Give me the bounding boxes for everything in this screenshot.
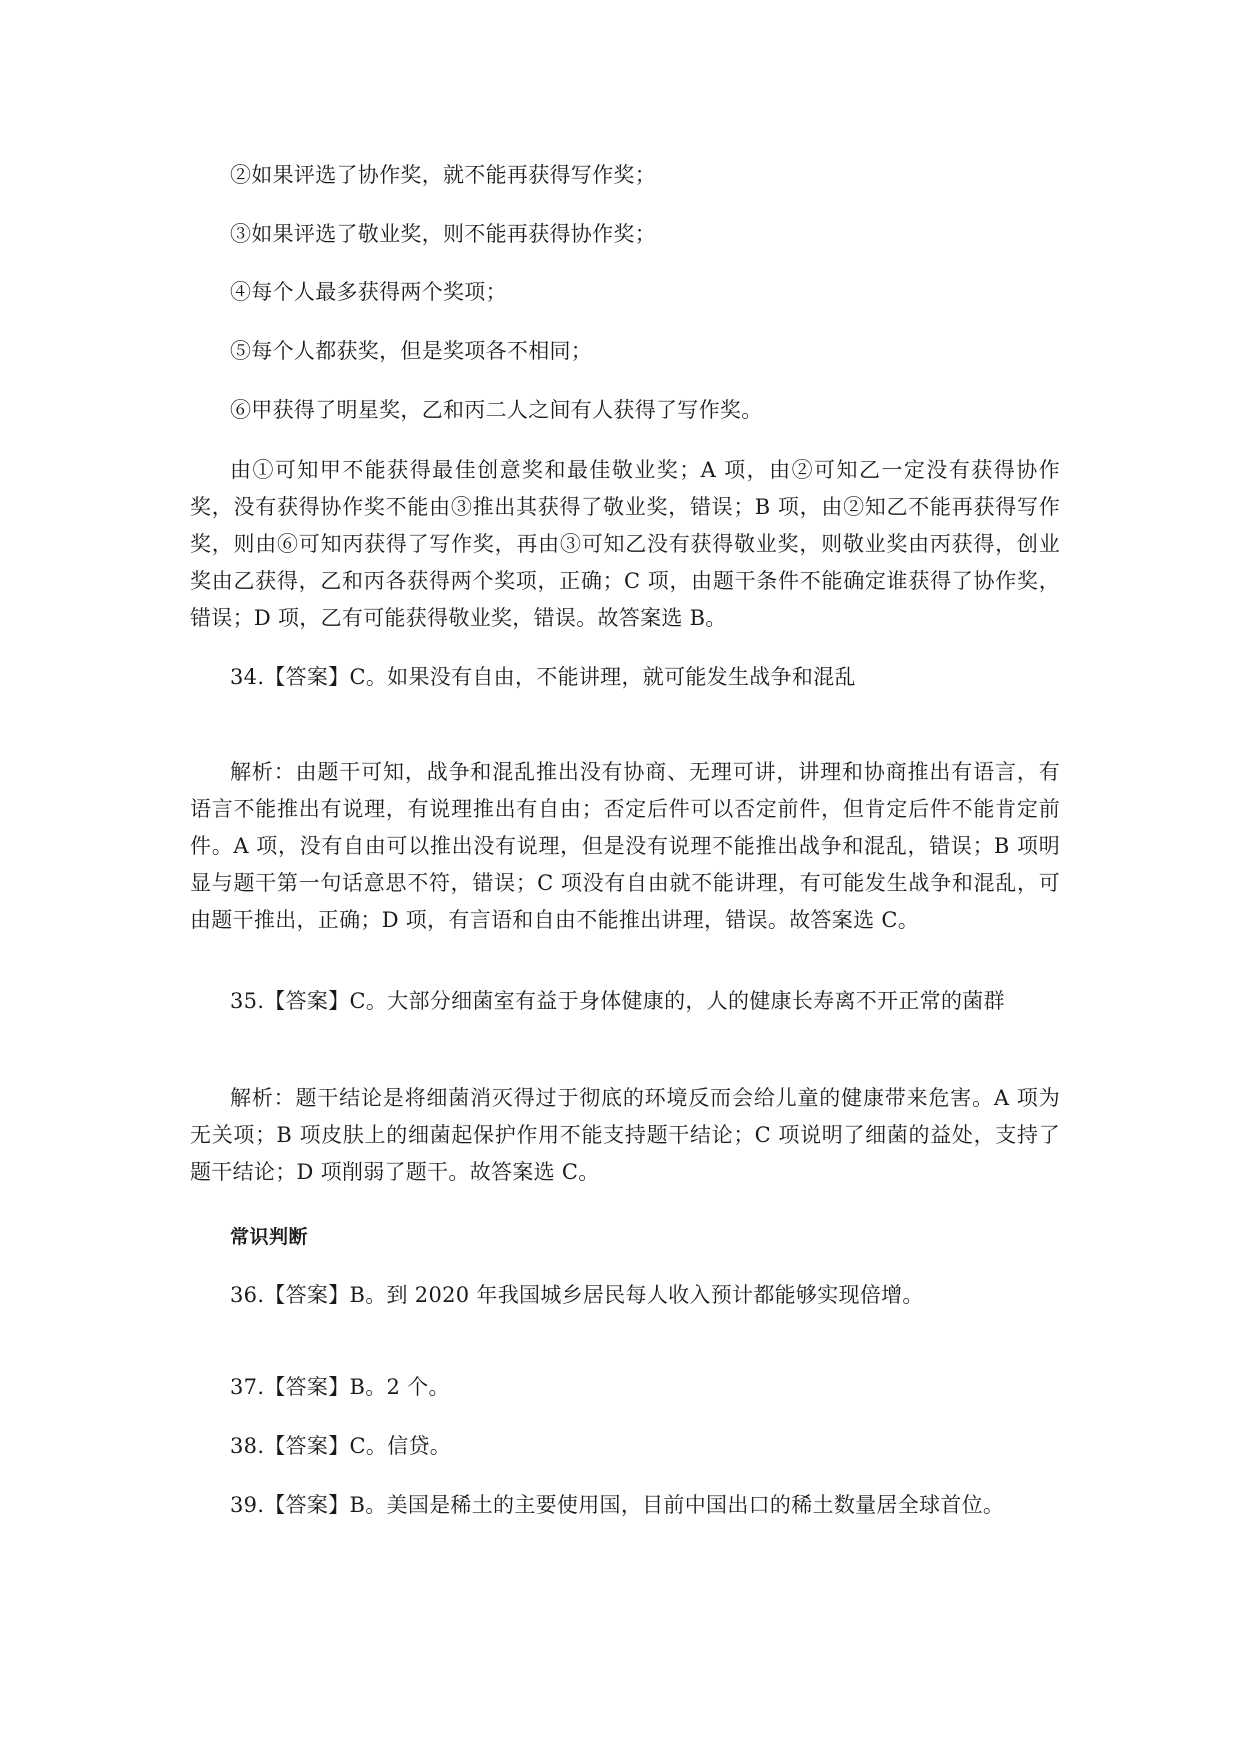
q39-answer: 39.【答案】B。美国是稀土的主要使用国，目前中国出口的稀土数量居全球首位。 [230, 1493, 1005, 1517]
q36-answer: 36.【答案】B。到 2020 年我国城乡居民每人收入预计都能够实现倍增。 [230, 1283, 924, 1307]
q35-analysis: 解析：题干结论是将细菌消灭得过于彻底的环境反而会给儿童的健康带来危害。A 项为无关项；B 项皮肤上的细菌起保护作用不能支持题干结论；C 项说明了细菌的益处，支持了题干结论；D 项削弱了题干。故答案选 C。 [190, 1086, 1060, 1184]
condition-2: ②如果评选了协作奖，就不能再获得写作奖； [230, 163, 656, 187]
q33-analysis: 由①可知甲不能获得最佳创意奖和最佳敬业奖；A 项，由②可知乙一定没有获得协作奖，没有获得协作奖不能由③推出其获得了敬业奖，错误；B 项，由②知乙不能再获得写作奖，则由⑥可知丙获得了写作奖，再由③可知乙没有获得敬业奖，则敬业奖由丙获得，创业奖由乙获得，乙和丙各获得两个奖项，正确；C 项，由题干条件不能确定谁获得了协作奖，错误；D 项，乙有可能获得敬业奖，错误。故答案选 B。 [190, 458, 1060, 630]
q34-analysis: 解析：由题干可知，战争和混乱推出没有协商、无理可讲，讲理和协商推出有语言，有语言不能推出有说理，有说理推出有自由；否定后件可以否定前件，但肯定后件不能肯定前件。A 项，没有自由可以推出没有说理，但是没有说理不能推出战争和混乱，错误；B 项明显与题干第一句话意思不符，错误；C 项没有自由就不能讲理，有可能发生战争和混乱，可由题干推出，正确；D 项，有言语和自由不能推出讲理，错误。故答案选 C。 [190, 760, 1060, 932]
condition-5: ⑤每个人都获奖，但是奖项各不相同； [230, 339, 593, 363]
condition-4: ④每个人最多获得两个奖项； [230, 280, 507, 304]
q35-answer: 35.【答案】C。大部分细菌室有益于身体健康的，人的健康长寿离不开正常的菌群 [230, 989, 1005, 1013]
section-heading: 常识判断 [230, 1226, 309, 1248]
q38-answer: 38.【答案】C。信贷。 [230, 1434, 452, 1458]
condition-6: ⑥甲获得了明星奖，乙和丙二人之间有人获得了写作奖。 [230, 398, 763, 422]
q37-answer: 37.【答案】B。2 个。 [230, 1375, 450, 1399]
q34-answer: 34.【答案】C。如果没有自由，不能讲理，就可能发生战争和混乱 [230, 665, 856, 689]
condition-3: ③如果评选了敬业奖，则不能再获得协作奖； [230, 222, 656, 246]
